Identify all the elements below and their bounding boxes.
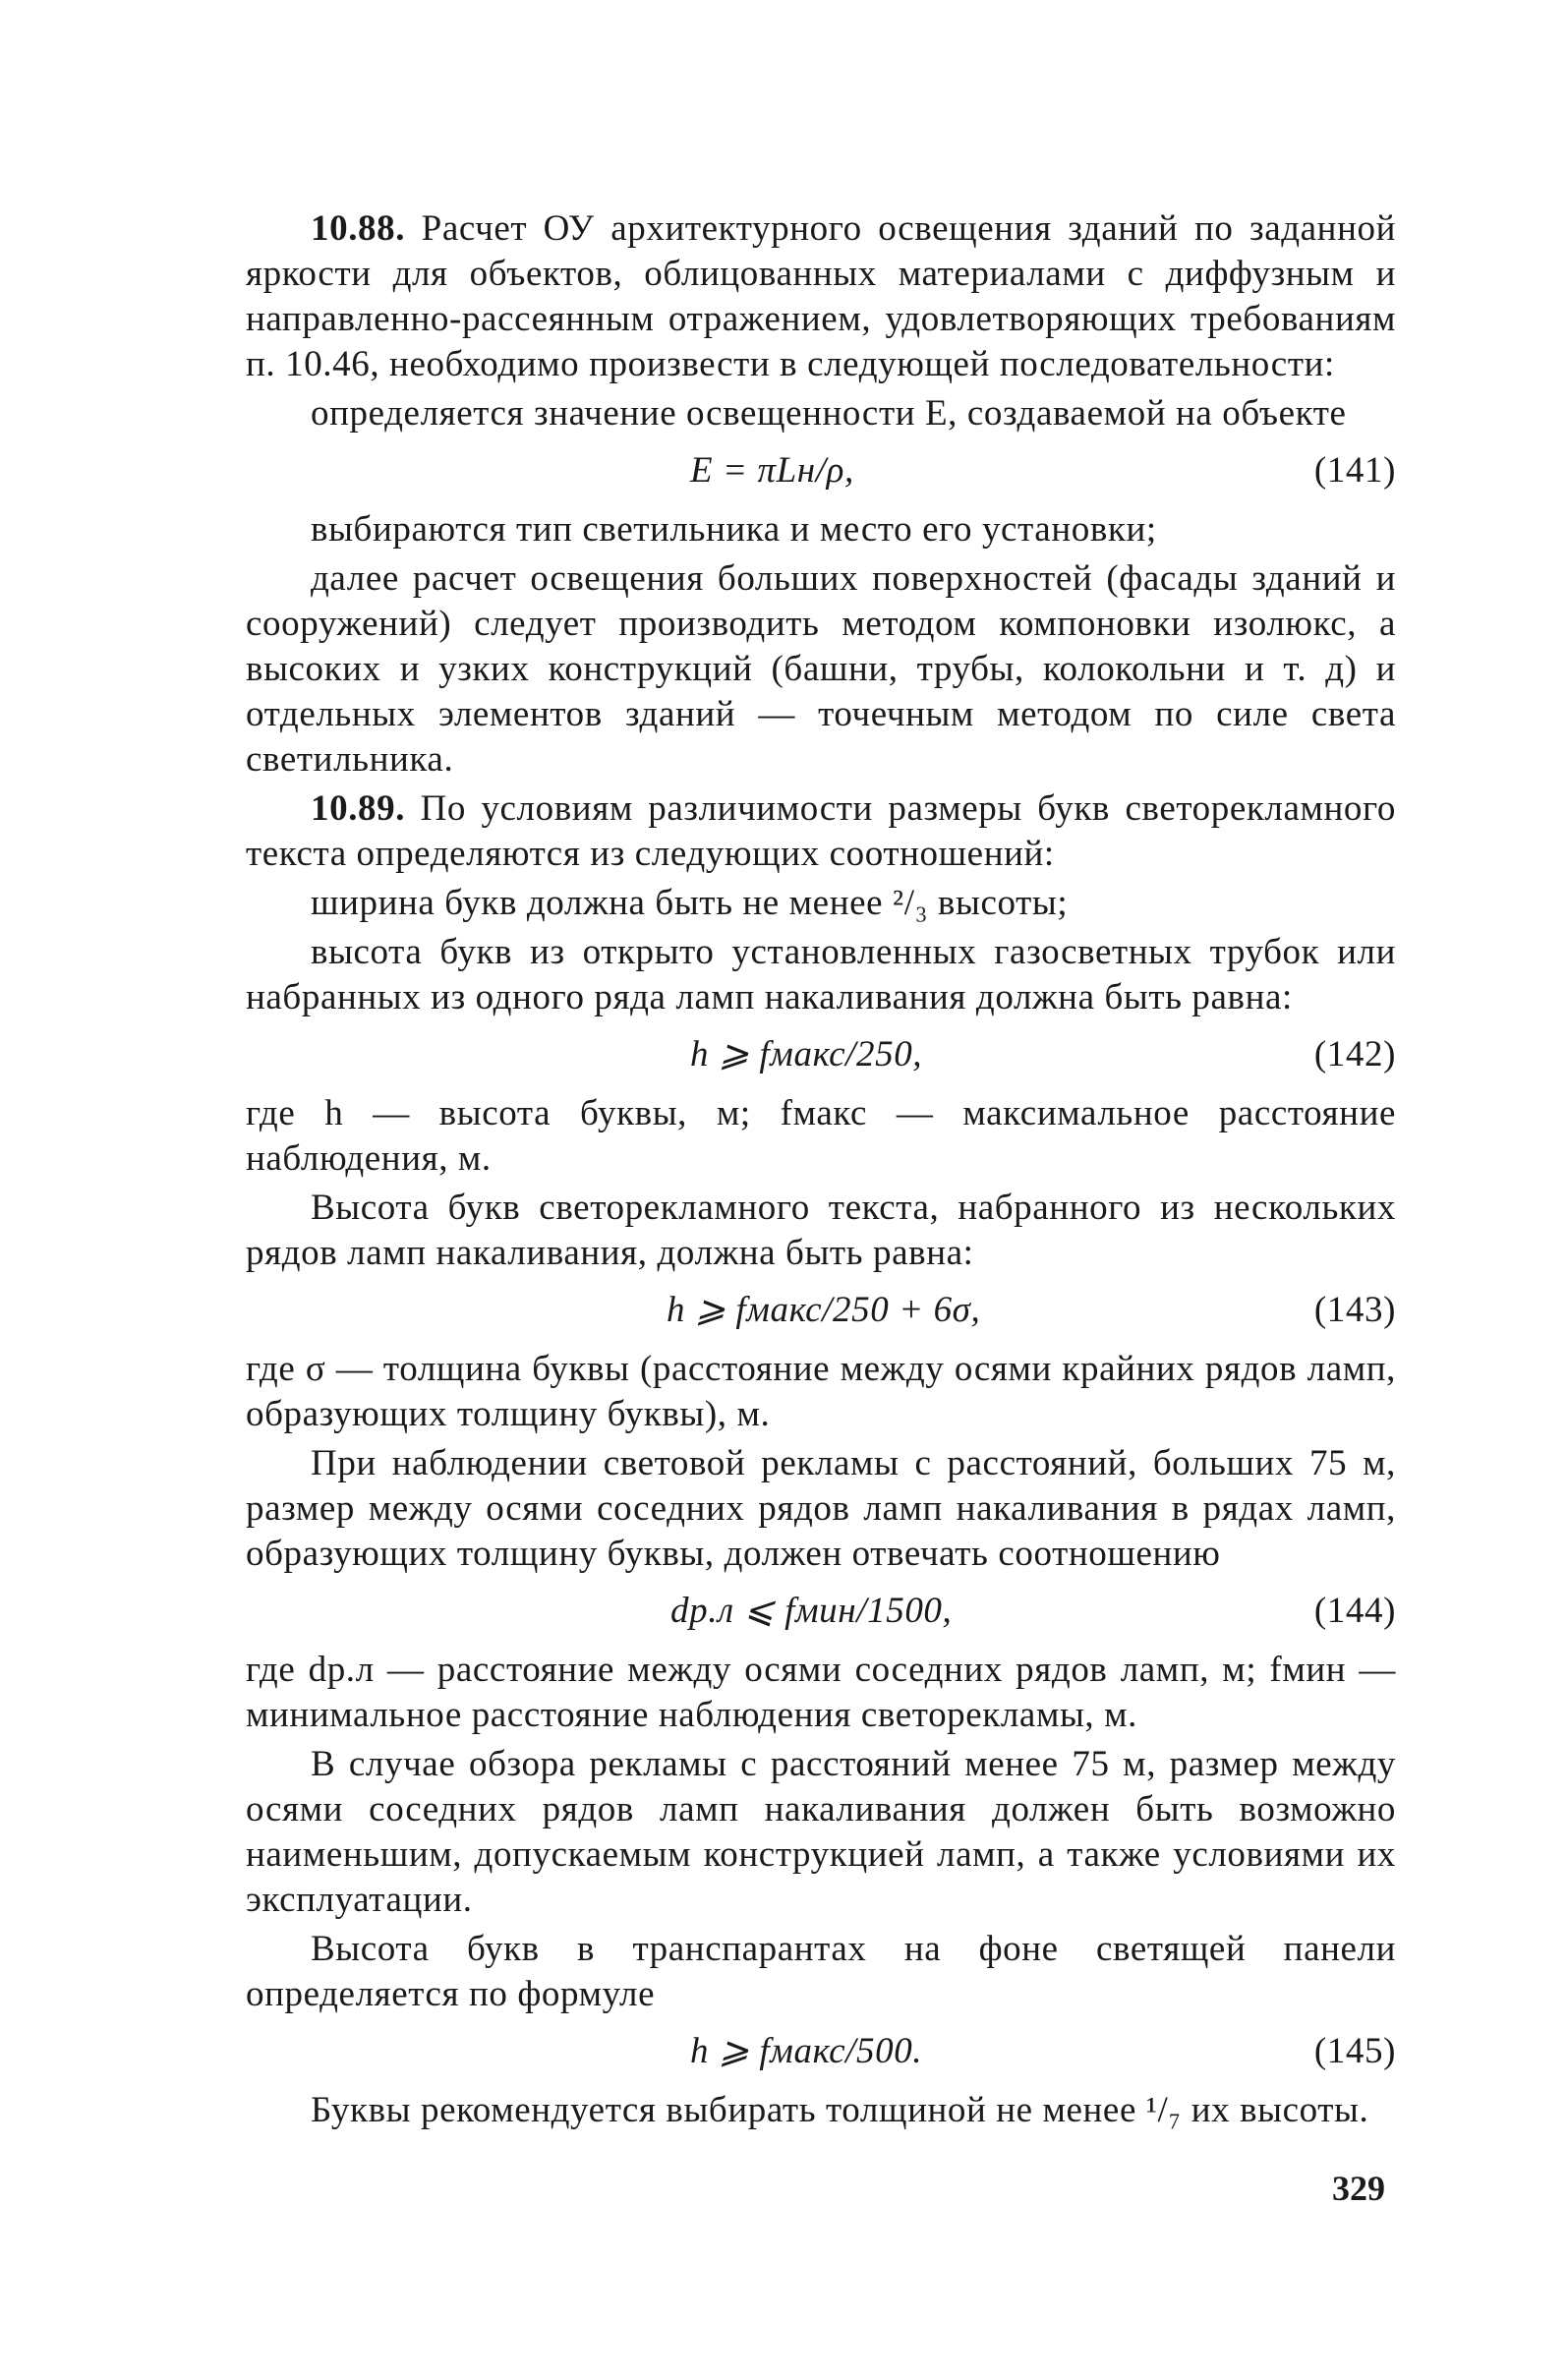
paragraph-10-89 bbox=[246, 786, 1396, 877]
paragraph bbox=[246, 930, 1396, 1020]
formula-142 bbox=[246, 1026, 1396, 1083]
page-number: 329 bbox=[1332, 2169, 1385, 2208]
paragraph-text: Высота букв в транспарантах на фоне светящей панели определяется по формуле bbox=[246, 1929, 1396, 2014]
formula-expression: h ⩾ fмакс/250, bbox=[690, 1034, 923, 1074]
formula-expression: dр.л ⩽ fмин/1500, bbox=[670, 1591, 953, 1631]
paragraph bbox=[246, 391, 1396, 436]
paragraph-text: где dр.л — расстояние между осями соседних рядов ламп, м; fмин — минимальное расстояние наблюдения светорекламы, м. bbox=[246, 1650, 1396, 1735]
paragraph-text: Высота букв светорекламного текста, набранного из нескольких рядов ламп накаливания, должна быть равна: bbox=[246, 1188, 1396, 1273]
paragraph bbox=[246, 556, 1396, 783]
formula-expression: h ⩾ fмакс/500. bbox=[690, 2031, 923, 2071]
equation-number: (143) bbox=[1313, 1290, 1396, 1330]
paragraph-text: высота букв из открыто установленных газосветных трубок или набранных из одного ряда ламп накаливания должна быть равна: bbox=[246, 932, 1396, 1017]
formula-expression: h ⩾ fмакс/250 + 6σ, bbox=[667, 1290, 981, 1330]
section-number: 10.88. bbox=[311, 208, 406, 249]
paragraph bbox=[246, 507, 1396, 552]
paragraph-text: При наблюдении световой рекламы с расстояний, больших 75 м, размер между осями соседних рядов ламп накаливания в рядах ламп, образующих толщину буквы, должен отвечать соотношению bbox=[246, 1443, 1396, 1574]
paragraph-text: По условиям различимости размеры букв светорекламного текста определяются из следующих соотношений: bbox=[246, 788, 1396, 874]
paragraph-text: В случае обзора рекламы с расстояний менее 75 м, размер между осями соседних рядов ламп накаливания должен быть возможно наименьшим, допускаемым конструкцией ламп, а также условиями их эксплуатации. bbox=[246, 1744, 1396, 1920]
formula-145 bbox=[246, 2023, 1396, 2080]
formula-141 bbox=[246, 442, 1396, 499]
paragraph-text: Расчет ОУ архитектурного освещения зданий по заданной яркости для объектов, облицованных материалами с диффузным и направленно-рассеянным отражением, удовлетворяющих требованиям п. 10.46, необходимо произвести в следующей последовательности: bbox=[246, 208, 1396, 384]
equation-number: (144) bbox=[1313, 1591, 1396, 1631]
formula-144 bbox=[246, 1583, 1396, 1640]
paragraph bbox=[246, 2088, 1396, 2133]
paragraph bbox=[246, 881, 1396, 926]
paragraph-text: где h — высота буквы, м; fмакс — максимальное расстояние наблюдения, м. bbox=[246, 1093, 1396, 1179]
paragraph bbox=[246, 1091, 1396, 1182]
formula-expression: E = πLн/ρ, bbox=[690, 450, 854, 491]
page-body bbox=[246, 206, 1396, 2137]
paragraph bbox=[246, 1742, 1396, 1923]
paragraph-text: далее расчет освещения больших поверхностей (фасады зданий и сооружений) следует производить методом компоновки изолюкс, а высоких и узких конструкций (башни, трубы, колокольни и т. д) и отдельных элементов зданий — точечным методом по силе света светильника. bbox=[246, 558, 1396, 780]
paragraph bbox=[246, 1186, 1396, 1276]
paragraph-text: где σ — толщина буквы (расстояние между осями крайних рядов ламп, образующих толщину буквы), м. bbox=[246, 1349, 1396, 1434]
paragraph-text: Буквы рекомендуется выбирать толщиной не менее ¹/₇ их высоты. bbox=[311, 2090, 1369, 2130]
paragraph bbox=[246, 1648, 1396, 1738]
paragraph-text: ширина букв должна быть не менее ²/₃ высоты; bbox=[311, 883, 1069, 923]
formula-143 bbox=[246, 1282, 1396, 1339]
paragraph-text: определяется значение освещенности E, создаваемой на объекте bbox=[311, 393, 1347, 434]
equation-number: (145) bbox=[1313, 2031, 1396, 2071]
paragraph bbox=[246, 1441, 1396, 1577]
paragraph bbox=[246, 1927, 1396, 2017]
equation-number: (141) bbox=[1313, 450, 1396, 491]
paragraph bbox=[246, 1347, 1396, 1437]
paragraph-text: выбираются тип светильника и место его установки; bbox=[311, 509, 1157, 550]
paragraph-10-88 bbox=[246, 206, 1396, 387]
equation-number: (142) bbox=[1313, 1034, 1396, 1074]
section-number: 10.89. bbox=[311, 788, 406, 829]
